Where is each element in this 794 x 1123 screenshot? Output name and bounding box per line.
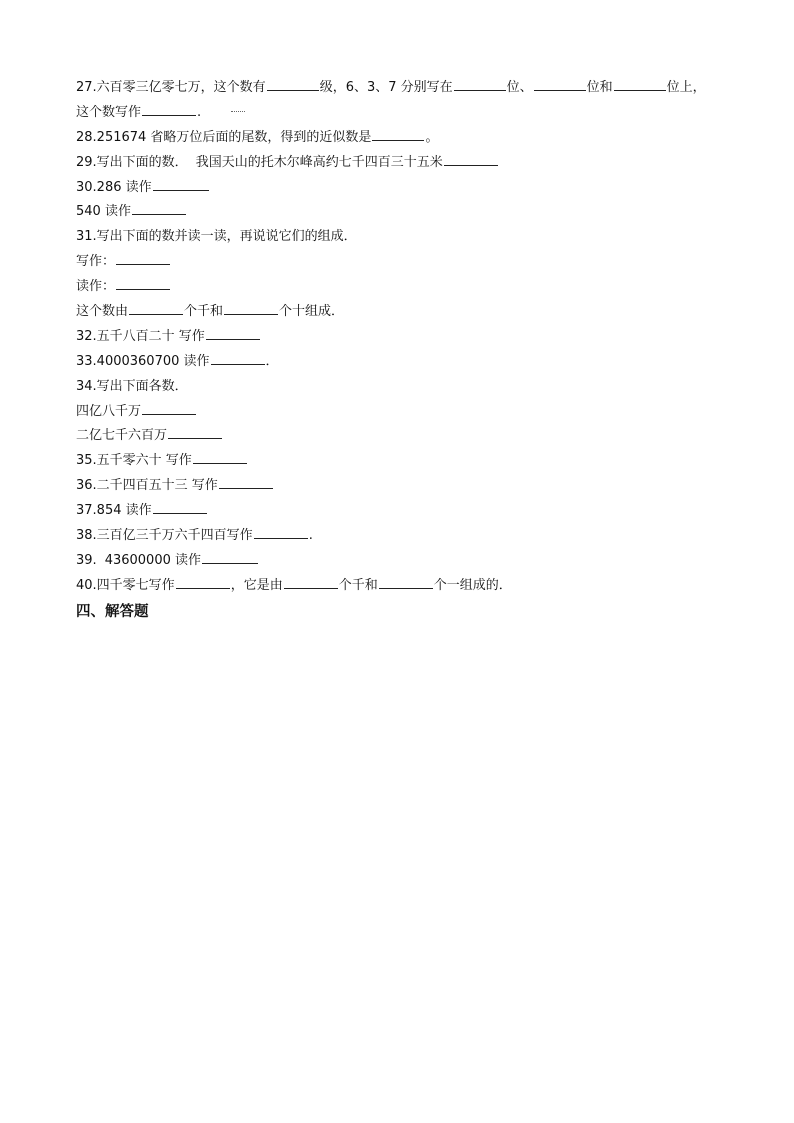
question-31-composition: 这个数由 个千和 个十组成． bbox=[76, 304, 345, 320]
question-37: 37.854 读作 bbox=[76, 499, 726, 524]
question-36: 36.二千四百五十三 写作 bbox=[76, 474, 726, 499]
question-31: 31.写出下面的数并读一读，再说说它们的组成． bbox=[76, 229, 357, 245]
answer-blank[interactable] bbox=[254, 526, 308, 539]
section-heading: 四、解答题 bbox=[76, 603, 149, 620]
answer-blank[interactable] bbox=[614, 78, 666, 91]
answer-blank[interactable] bbox=[284, 576, 338, 589]
answer-blank[interactable] bbox=[129, 302, 183, 315]
answer-blank[interactable] bbox=[153, 501, 207, 514]
question-31-read: 读作： bbox=[76, 275, 726, 300]
answer-blank[interactable] bbox=[132, 202, 186, 215]
question-38: 38.三百亿三千万六千四百写作 . bbox=[76, 528, 313, 544]
worksheet bbox=[76, 76, 726, 625]
question-40: 40.四千零七写作 ，它是由 个千和 个一组成的． bbox=[76, 577, 512, 593]
question-39: 39. 43600000 读作 bbox=[76, 549, 726, 574]
answer-blank[interactable] bbox=[142, 402, 196, 415]
answer-blank[interactable] bbox=[267, 78, 319, 91]
answer-blank[interactable] bbox=[211, 352, 265, 365]
answer-blank[interactable] bbox=[193, 451, 247, 464]
answer-blank[interactable] bbox=[534, 78, 586, 91]
question-35: 35.五千零六十 写作 bbox=[76, 449, 726, 474]
answer-blank[interactable] bbox=[176, 576, 230, 589]
question-34-item-1: 四亿八千万 bbox=[76, 400, 726, 425]
answer-blank[interactable] bbox=[206, 327, 260, 340]
answer-blank[interactable] bbox=[219, 476, 273, 489]
small-mark bbox=[231, 111, 245, 114]
question-32: 32.五千八百二十 写作 bbox=[76, 325, 726, 350]
answer-blank[interactable] bbox=[168, 426, 222, 439]
answer-blank[interactable] bbox=[224, 302, 278, 315]
question-33: 33.4000360700 读作 ． bbox=[76, 353, 279, 369]
answer-blank[interactable] bbox=[444, 153, 498, 166]
question-29: 29.写出下面的数． 我国天山的托木尔峰高约七千四百三十五米 bbox=[76, 151, 726, 176]
question-34: 34.写出下面各数． bbox=[76, 378, 188, 394]
answer-blank[interactable] bbox=[116, 277, 170, 290]
answer-blank[interactable] bbox=[116, 252, 170, 265]
question-28: 28.251674 省略万位后面的尾数，得到的近似数是 。 bbox=[76, 129, 439, 145]
answer-blank[interactable] bbox=[202, 551, 258, 564]
question-27-line-2: 这个数写作 . bbox=[76, 101, 726, 126]
answer-blank[interactable] bbox=[142, 103, 196, 116]
answer-blank[interactable] bbox=[372, 128, 424, 141]
answer-blank[interactable] bbox=[379, 576, 433, 589]
question-30: 30.286 读作 bbox=[76, 176, 726, 201]
question-34-item-2: 二亿七千六百万 bbox=[76, 424, 726, 449]
answer-blank[interactable] bbox=[454, 78, 506, 91]
question-27-line-1: 27.六百零三亿零七万，这个数有 级，6、3、7 分别写在 位、 位和 位上， bbox=[76, 80, 706, 95]
question-30-part-2: 540 读作 bbox=[76, 200, 726, 225]
question-31-write: 写作： bbox=[76, 250, 726, 275]
answer-blank[interactable] bbox=[153, 178, 209, 191]
